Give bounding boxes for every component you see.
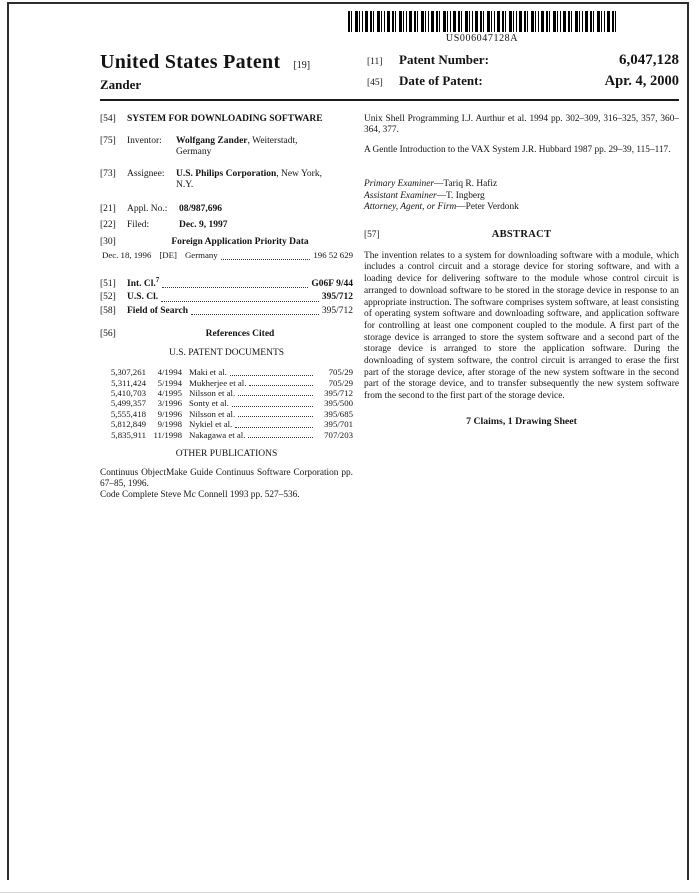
ref-date: 4/1995 — [157, 387, 182, 398]
leader-dots — [161, 301, 319, 302]
ref-date: 3/1996 — [157, 398, 182, 409]
field-code-56: [56] — [100, 329, 116, 340]
assistant-examiner-line: Assistant Examiner—T. Ingberg — [364, 190, 485, 201]
priority-number: 196 52 629 — [313, 250, 353, 260]
ref-name: Sonty et al. — [189, 398, 229, 409]
publication-item: Unix Shell Programming I.J. Aurthur et al. 1994 pp. 302–309, 316–325, 357, 360–364, 377. — [364, 114, 679, 136]
barcode-block — [348, 11, 616, 44]
ref-number: 5,311,424 — [111, 377, 146, 388]
leader-dots — [191, 314, 319, 315]
scan-bottom-edge — [0, 892, 699, 893]
ref-number: 5,835,911 — [111, 429, 146, 440]
field-of-search-row — [100, 306, 353, 318]
table-row — [100, 419, 353, 429]
field-code-57: [57] — [364, 230, 380, 240]
table-row — [100, 430, 353, 440]
claims-note: 7 Claims, 1 Drawing Sheet — [466, 415, 577, 427]
abstract-heading: ABSTRACT — [491, 229, 552, 240]
page-content — [9, 4, 687, 502]
right-column — [364, 114, 679, 502]
left-column — [100, 114, 353, 502]
ref-date: 11/1998 — [153, 429, 182, 440]
patent-page — [7, 2, 689, 880]
field-code-73: [73] — [100, 168, 116, 179]
references-cited-row — [100, 329, 353, 341]
ref-class: 707/203 — [324, 429, 353, 440]
leader-dots — [232, 406, 313, 407]
foreign-priority-entry — [102, 250, 353, 262]
field-code-45: [45] — [367, 78, 383, 88]
ref-name: Nilsson et al. — [189, 387, 236, 398]
leader-dots — [221, 259, 311, 260]
attorney-line: Attorney, Agent, or Firm—Peter Verdonk — [364, 202, 519, 213]
ref-class: 395/712 — [324, 387, 353, 398]
appl-no-value: 08/987,696 — [179, 203, 223, 214]
ref-date: 4/1994 — [157, 367, 182, 378]
field-code-52: [52] — [100, 292, 116, 303]
ref-class: 395/685 — [324, 408, 353, 419]
invention-title: SYSTEM FOR DOWNLOADING SOFTWARE — [127, 114, 323, 124]
field-code-58: [58] — [100, 305, 116, 316]
field-code-30: [30] — [100, 236, 116, 247]
leader-dots — [248, 437, 313, 438]
assignee-row — [100, 169, 353, 192]
ref-class: 395/701 — [324, 419, 353, 430]
patent-number-label: Patent Number: — [399, 52, 489, 67]
ref-name: Nykiel et al. — [189, 419, 233, 430]
ref-class: 705/29 — [328, 367, 353, 378]
appl-no-row — [100, 204, 353, 216]
int-cl-value: G06F 9/44 — [311, 278, 353, 289]
leader-dots — [162, 287, 308, 288]
table-row — [100, 409, 353, 419]
filed-label: Filed: — [127, 220, 150, 230]
field-code-75: [75] — [100, 135, 116, 146]
leader-dots — [238, 416, 313, 417]
ref-date: 9/1998 — [157, 419, 182, 430]
date-of-patent-label: Date of Patent: — [399, 73, 483, 88]
other-publications-heading: OTHER PUBLICATIONS — [175, 449, 278, 459]
primary-examiner-line: Primary Examiner—Tariq R. Hafiz — [364, 179, 498, 190]
leader-dots — [238, 395, 313, 396]
us-patent-documents-table — [100, 367, 353, 440]
field-code-22: [22] — [100, 220, 116, 230]
foreign-priority-heading-row — [100, 237, 353, 249]
table-row — [100, 378, 353, 388]
field-code-21: [21] — [100, 203, 116, 214]
ref-class: 705/29 — [328, 377, 353, 388]
ref-number: 5,499,357 — [110, 398, 146, 409]
patent-header — [100, 52, 679, 94]
header-divider — [100, 99, 679, 101]
invention-title-row — [100, 114, 353, 126]
us-cl-row — [100, 292, 353, 304]
kind-code-19: [19] — [293, 60, 311, 71]
priority-date: Dec. 18, 1996 — [102, 250, 152, 260]
abstract-text: The invention relates to a system for downloading software with a module, which includes a control circuit and a storage device for storing software, and with a loading device for delivering software to the module whose control circuit is arranged to download software to be stored in the storage device in response to an appropriate instruction. The software comprises system software, at least consisting of operating system software and downloading software, and application software for controlling at least one component coupled to the module. A first part of the storage device is arranged to store the system software and a second part of the storage device is arranged to store the application software. During the downloading of system software, the control circuit is arranged to erase the first part of the storage device, after storage of the new system software in the second part of the storage device, and to transfer subsequently the new system software from the second to the first part of the storage device. — [364, 250, 679, 402]
ref-name: Mukherjee et al. — [189, 377, 247, 388]
barcode-text: US006047128A — [445, 33, 519, 44]
assignee-label: Assignee: — [127, 168, 165, 179]
foreign-priority-heading: Foreign Application Priority Data — [171, 236, 309, 247]
us-cl-value: 395/712 — [321, 292, 353, 303]
leader-dots — [230, 375, 313, 376]
leader-dots — [235, 427, 313, 428]
inventor-row — [100, 136, 353, 159]
leader-dots — [249, 385, 313, 386]
us-cl-label: U.S. Cl. — [127, 292, 159, 303]
appl-no-label: Appl. No.: — [127, 203, 168, 214]
examiners-block — [364, 179, 679, 214]
priority-country-code: [DE] — [159, 250, 177, 260]
table-row — [100, 388, 353, 398]
date-of-patent-value: Apr. 4, 2000 — [604, 73, 679, 89]
inventor-value: Wolfgang Zander, Weiterstadt, Germany — [176, 135, 298, 157]
int-cl-label: Int. Cl.$^7$ — [127, 275, 160, 289]
filed-value: Dec. 9, 1997 — [179, 220, 228, 230]
inventor-label: Inventor: — [127, 135, 162, 146]
field-code-11: [11] — [367, 57, 383, 67]
abstract-heading-row — [364, 229, 679, 242]
table-row — [100, 398, 353, 408]
patent-number-value: 6,047,128 — [619, 52, 679, 68]
int-cl-row — [100, 275, 353, 291]
field-code-54: [54] — [100, 114, 116, 124]
document-title: United States Patent — [100, 51, 281, 73]
header-left — [100, 52, 360, 93]
two-column-body — [100, 114, 679, 502]
other-publication-item: Continuus ObjectMake Guide Continuus Software Corporation pp. 67–85, 1996. — [100, 467, 353, 489]
references-cited-heading: References Cited — [205, 329, 275, 340]
ref-name: Nilsson et al. — [189, 408, 236, 419]
ref-name: Maki et al. — [189, 367, 227, 378]
ref-number: 5,410,703 — [110, 387, 146, 398]
field-of-search-label: Field of Search — [127, 305, 189, 316]
priority-country: Germany — [184, 250, 218, 260]
header-right — [367, 52, 679, 94]
us-patent-documents-heading: U.S. PATENT DOCUMENTS — [168, 347, 285, 358]
ref-name: Nakagawa et al. — [189, 429, 246, 440]
other-publication-item: Code Complete Steve Mc Connell 1993 pp. 527–536. — [100, 490, 300, 501]
ref-number: 5,307,261 — [110, 367, 146, 378]
ref-number: 5,555,418 — [110, 408, 146, 419]
publication-item: A Gentle Introduction to the VAX System J.R. Hubbard 1987 pp. 29–39, 115–117. — [364, 144, 671, 155]
inventor-surname: Zander — [100, 77, 142, 92]
ref-date: 5/1994 — [157, 377, 182, 388]
filed-row — [100, 220, 353, 232]
field-of-search-value: 395/712 — [321, 305, 353, 316]
ref-number: 5,812,849 — [110, 419, 146, 430]
ref-date: 9/1996 — [157, 408, 182, 419]
barcode-image — [348, 11, 616, 32]
assignee-value: U.S. Philips Corporation, New York, N.Y. — [176, 168, 322, 190]
ref-class: 395/500 — [324, 398, 353, 409]
table-row — [100, 367, 353, 377]
field-code-51: [51] — [100, 278, 116, 289]
